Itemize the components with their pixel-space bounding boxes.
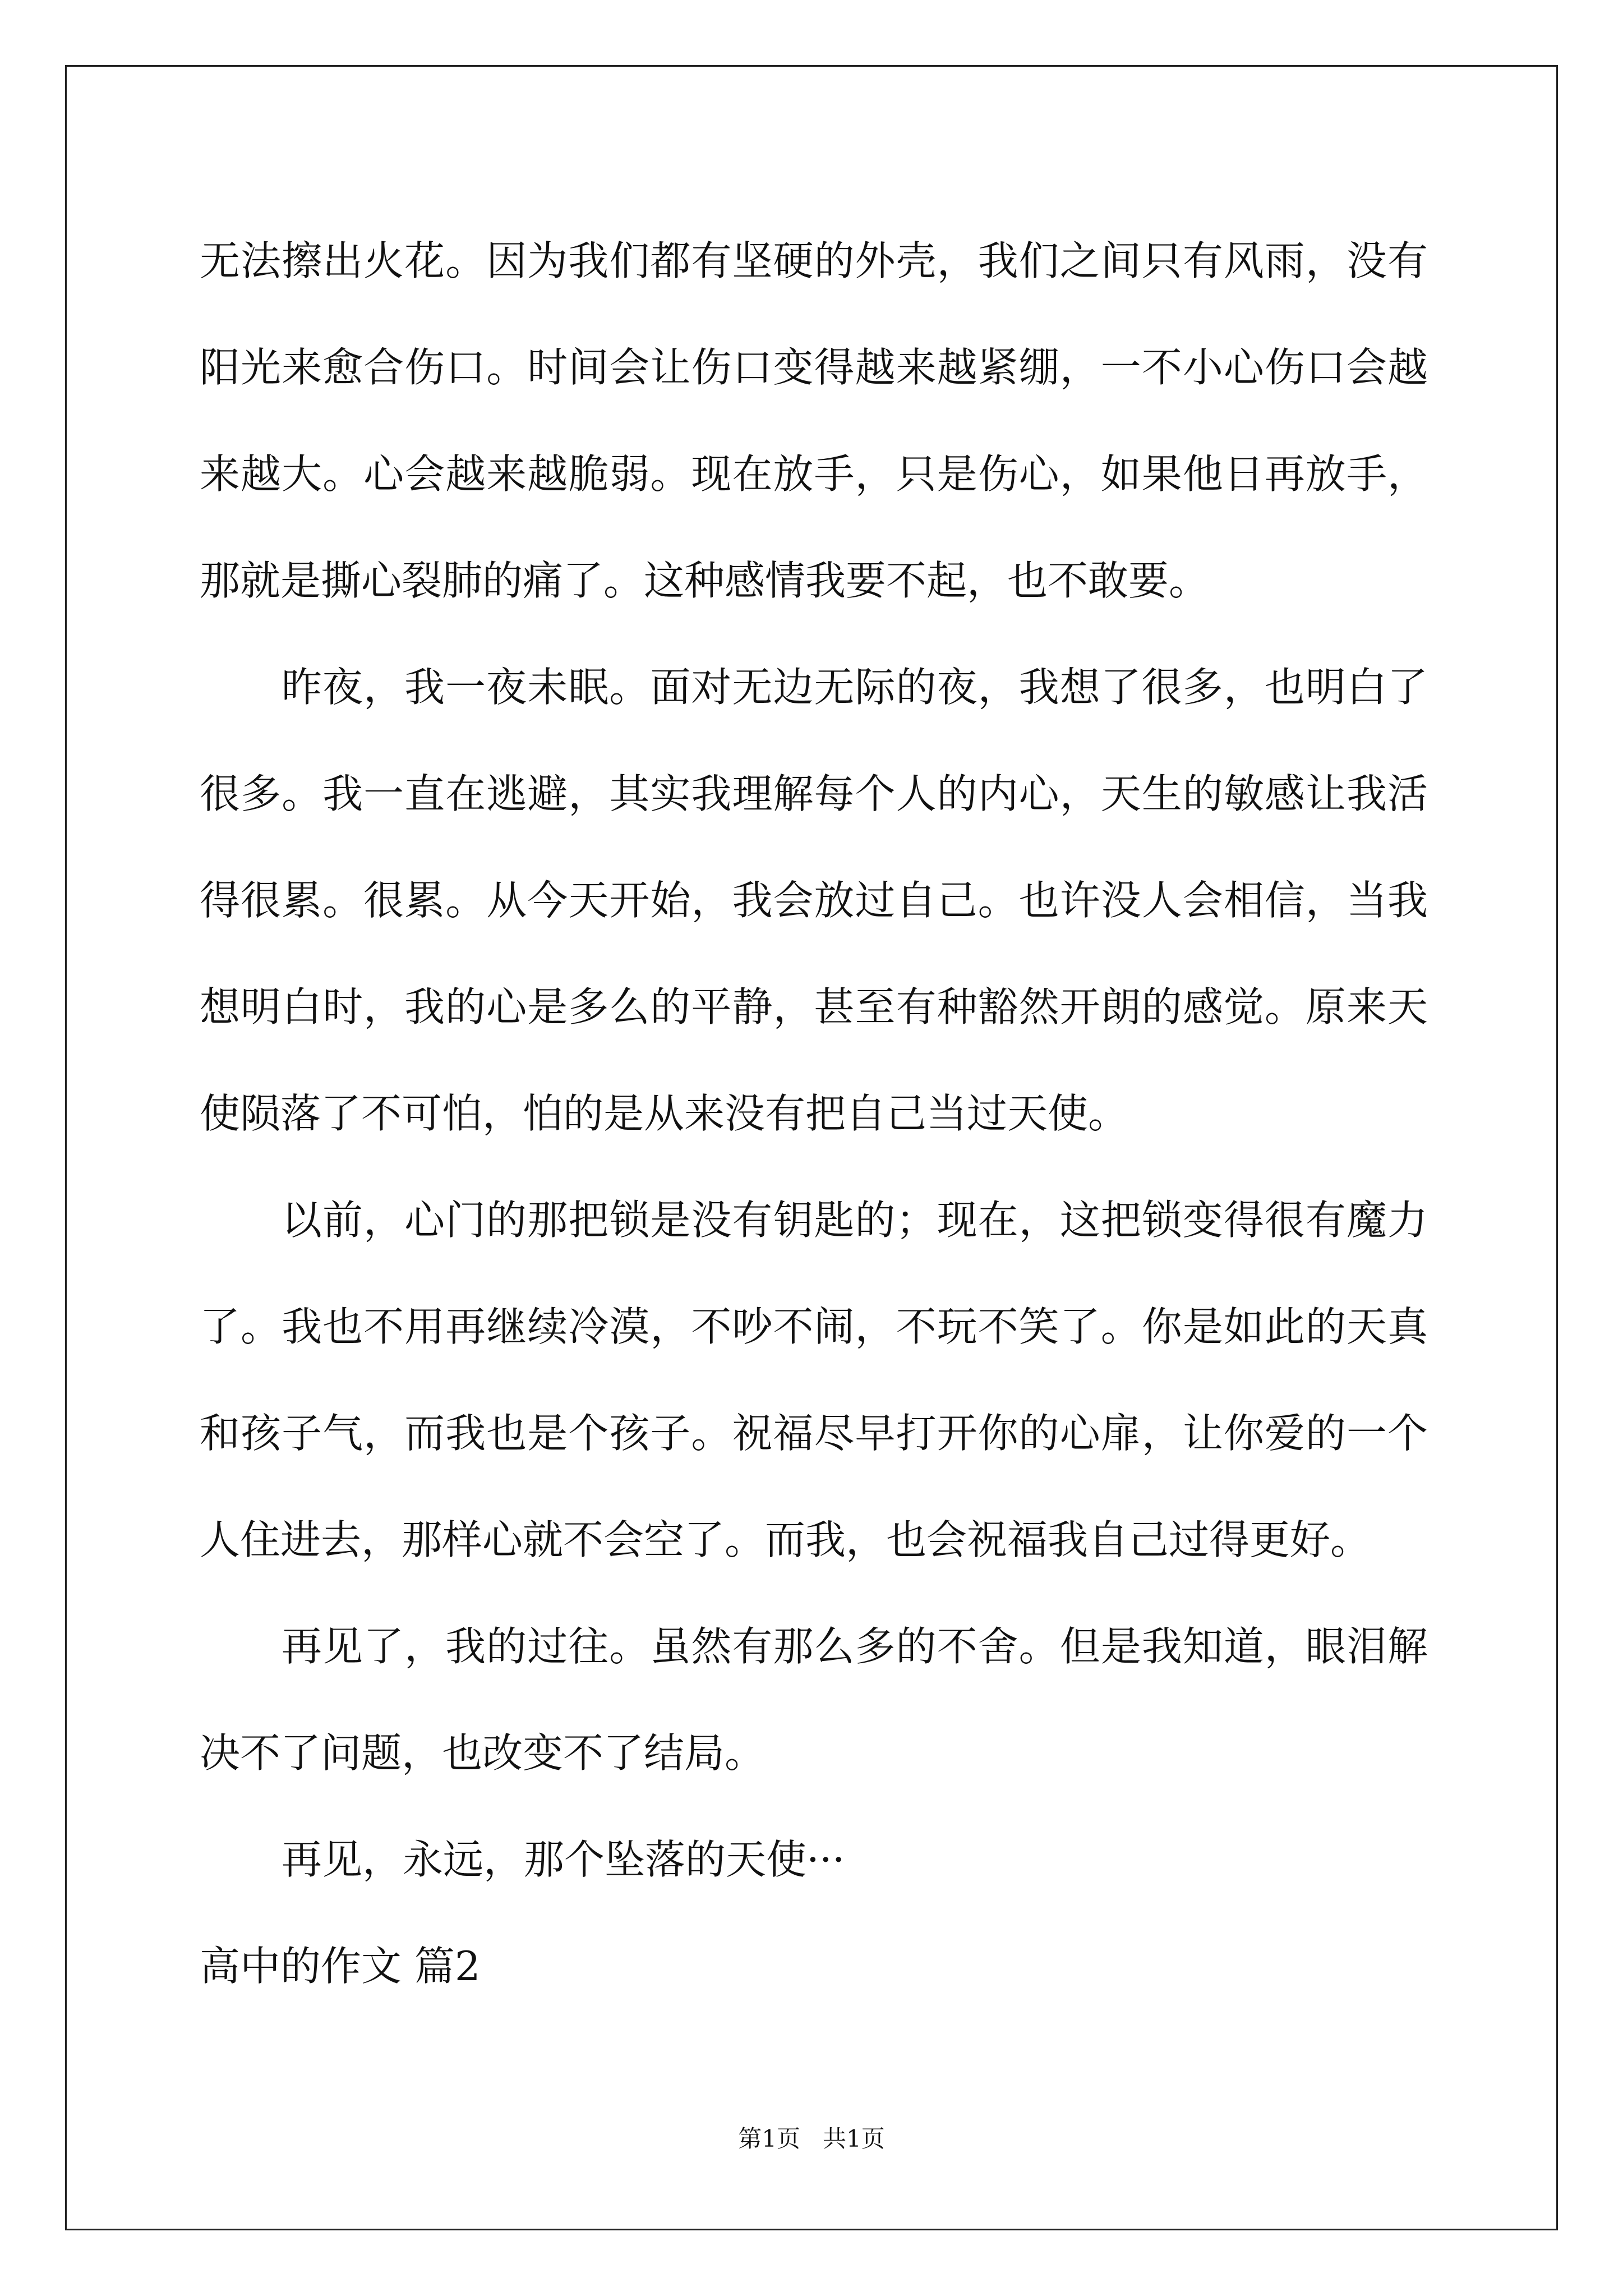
paragraph-1: [200, 208, 1428, 634]
text-line: 昨夜，我一夜未眠。面对无边无际的夜，我想了很多，也明白了: [282, 664, 1428, 711]
text-line: 再见，永远，那个坠落的天使···: [282, 1836, 845, 1883]
text-line: 使陨落了不可怕，怕的是从来没有把自己当过天使。: [200, 1090, 1129, 1137]
paragraph-4: [200, 1593, 1428, 1806]
paragraph-3: [200, 1167, 1428, 1593]
text-line: 想明白时，我的心是多么的平静，甚至有种豁然开朗的感觉。原来天: [200, 983, 1428, 1030]
page-number: 第1页: [738, 2125, 800, 2152]
page-footer: [0, 2120, 1623, 2154]
paragraph-5: [200, 1806, 1428, 1913]
text-line: 以前，心门的那把锁是没有钥匙的；现在，这把锁变得很有魔力: [282, 1197, 1428, 1244]
text-line: 决不了问题，也改变不了结局。: [200, 1729, 766, 1777]
text-line: 无法擦出火花。因为我们都有坚硬的外壳，我们之间只有风雨，没有: [200, 237, 1428, 284]
text-line: 再见了，我的过往。虽然有那么多的不舍。但是我知道，眼泪解: [282, 1623, 1428, 1670]
paragraph-2: [200, 634, 1428, 1167]
section-heading: 高中的作文 篇2: [200, 1943, 481, 1990]
document-body: [200, 208, 1428, 2019]
text-line: 那就是撕心裂肺的痛了。这种感情我要不起，也不敢要。: [200, 557, 1210, 604]
text-line: 和孩子气，而我也是个孩子。祝福尽早打开你的心扉，让你爱的一个: [200, 1410, 1428, 1457]
text-line: 阳光来愈合伤口。时间会让伤口变得越来越紧绷，一不小心伤口会越: [200, 344, 1428, 391]
page-total: 共1页: [823, 2125, 885, 2152]
text-line: 得很累。很累。从今天开始，我会放过自己。也许没人会相信，当我: [200, 877, 1428, 924]
text-line: 了。我也不用再继续冷漠，不吵不闹，不玩不笑了。你是如此的天真: [200, 1303, 1428, 1350]
text-line: 人住进去，那样心就不会空了。而我，也会祝福我自己过得更好。: [200, 1516, 1371, 1563]
text-line: 很多。我一直在逃避，其实我理解每个人的内心，天生的敏感让我活: [200, 770, 1428, 817]
text-line: 来越大。心会越来越脆弱。现在放手，只是伤心，如果他日再放手，: [200, 450, 1428, 498]
